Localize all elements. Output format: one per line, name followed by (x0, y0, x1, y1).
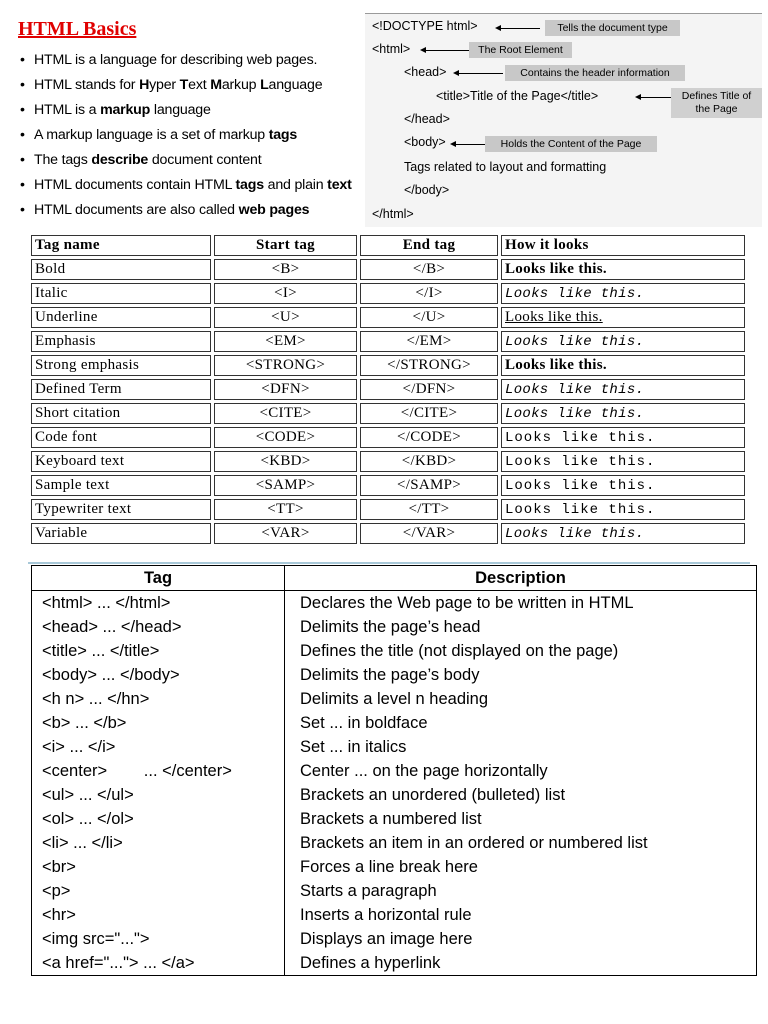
end-cell: </TT> (360, 499, 498, 520)
name-cell: Underline (31, 307, 211, 328)
desc-cell: Displays an image here (285, 927, 757, 951)
page-title: HTML Basics (18, 18, 137, 40)
desc-cell: Set ... in italics (285, 735, 757, 759)
table-row (31, 379, 745, 400)
body-close-line: </body> (404, 183, 450, 197)
arrow (455, 144, 487, 145)
doctype-line: <!DOCTYPE html> (372, 19, 478, 33)
start-cell: <B> (214, 259, 357, 280)
name-cell: Italic (31, 283, 211, 304)
body-content-line: Tags related to layout and formatting (404, 160, 607, 174)
header-cell: Start tag (214, 235, 357, 256)
name-cell: Defined Term (31, 379, 211, 400)
look-cell (501, 259, 745, 280)
look-cell (501, 331, 745, 352)
table-row (32, 759, 757, 783)
table-row (32, 855, 757, 879)
header-cell: How it looks (501, 235, 745, 256)
header-cell: End tag (360, 235, 498, 256)
tag-cell: <img src="..."> (32, 927, 285, 951)
bullet-text: tags (268, 127, 298, 143)
bullet-item (20, 152, 365, 177)
desc-cell: Center ... on the page horizontally (285, 759, 757, 783)
name-cell: Short citation (31, 403, 211, 424)
bullet-list (20, 52, 365, 227)
look-cell (501, 499, 745, 520)
bullet-text: H (139, 77, 150, 93)
table-row (32, 615, 757, 639)
tag-cell: <i> ... </i> (32, 735, 285, 759)
bullet-item (20, 202, 365, 227)
tag-cell: <center> ... </center> (32, 759, 285, 783)
bullet-text: text (327, 177, 352, 193)
table-row (31, 283, 745, 304)
table-row (32, 951, 757, 976)
end-cell: </B> (360, 259, 498, 280)
tag-cell: <html> ... </html> (32, 591, 285, 616)
desc-cell: Declares the Web page to be written in HTML (285, 591, 757, 616)
sample-text: Looks like this. (505, 526, 645, 542)
table-row (32, 591, 757, 616)
table-row (31, 499, 745, 520)
tag-cell: <br> (32, 855, 285, 879)
sample-text: Looks like this. (505, 334, 645, 350)
bullet-text: A markup language is a set of markup (34, 127, 269, 143)
bullet-text: tags (235, 177, 264, 193)
start-cell: <STRONG> (214, 355, 357, 376)
sample-text: Looks like this. (505, 309, 603, 325)
sample-text: Looks like this. (505, 286, 645, 302)
bullet-text: HTML is a language for describing web pages. (34, 52, 318, 68)
end-cell: </EM> (360, 331, 498, 352)
tag-style-table (28, 232, 748, 547)
bullet-text: arkup (221, 77, 261, 93)
desc-cell: Starts a paragraph (285, 879, 757, 903)
look-cell (501, 475, 745, 496)
body-open-line: <body> (404, 135, 446, 149)
start-cell: <EM> (214, 331, 357, 352)
tag-cell: <li> ... </li> (32, 831, 285, 855)
bullet-item (20, 77, 365, 102)
table-row (31, 427, 745, 448)
desc-cell: Inserts a horizontal rule (285, 903, 757, 927)
end-cell: </U> (360, 307, 498, 328)
bullet-item (20, 177, 365, 202)
table-row (32, 735, 757, 759)
header-cell: Tag name (31, 235, 211, 256)
name-cell: Variable (31, 523, 211, 544)
sample-text: Looks like this. (505, 430, 656, 446)
desc-cell: Brackets an unordered (bulleted) list (285, 783, 757, 807)
header-cell: Description (285, 566, 757, 591)
bullet-text: HTML documents are also called (34, 202, 239, 218)
start-cell: <VAR> (214, 523, 357, 544)
bullet-text: anguage (268, 77, 323, 93)
table-row (31, 475, 745, 496)
bullet-text: L (260, 77, 269, 93)
header-cell: Tag (32, 566, 285, 591)
callout-doctype: Tells the document type (545, 20, 680, 36)
end-cell: </CITE> (360, 403, 498, 424)
look-cell (501, 355, 745, 376)
tag-cell: <title> ... </title> (32, 639, 285, 663)
desc-cell: Forces a line break here (285, 855, 757, 879)
sample-text: Looks like this. (505, 406, 645, 422)
name-cell: Keyboard text (31, 451, 211, 472)
divider (28, 562, 750, 564)
sample-text: Looks like this. (505, 454, 656, 470)
desc-cell: Brackets an item in an ordered or numbered list (285, 831, 757, 855)
bullet-text: The tags (34, 152, 92, 168)
callout-root: The Root Element (469, 42, 572, 58)
bullet-text: M (210, 77, 222, 93)
table-row (31, 355, 745, 376)
table-row (32, 831, 757, 855)
table-row (32, 783, 757, 807)
table-row (31, 331, 745, 352)
start-cell: <CITE> (214, 403, 357, 424)
bullet-text: ext (188, 77, 211, 93)
sample-text: Looks like this. (505, 478, 656, 494)
bullet-text: yper (149, 77, 180, 93)
head-close-line: </head> (404, 112, 450, 126)
look-cell (501, 283, 745, 304)
table-row (31, 307, 745, 328)
start-cell: <DFN> (214, 379, 357, 400)
bullet-item (20, 102, 365, 127)
desc-cell: Delimits a level n heading (285, 687, 757, 711)
desc-cell: Set ... in boldface (285, 711, 757, 735)
name-cell: Emphasis (31, 331, 211, 352)
end-cell: </CODE> (360, 427, 498, 448)
start-cell: <U> (214, 307, 357, 328)
tag-cell: <ul> ... </ul> (32, 783, 285, 807)
look-cell (501, 307, 745, 328)
html-close-line: </html> (372, 207, 414, 221)
tag-description-table (31, 565, 757, 976)
html-open-line: <html> (372, 42, 411, 56)
tag-cell: <b> ... </b> (32, 711, 285, 735)
callout-title-line2: the Page (695, 103, 738, 115)
bullet-text: language (150, 102, 211, 118)
desc-cell: Defines a hyperlink (285, 951, 757, 976)
table-row (31, 451, 745, 472)
name-cell: Sample text (31, 475, 211, 496)
tag-cell: <ol> ... </ol> (32, 807, 285, 831)
end-cell: </KBD> (360, 451, 498, 472)
arrow (425, 50, 470, 51)
table-header-row (32, 566, 757, 591)
table-row (31, 523, 745, 544)
bullet-text: describe (91, 152, 149, 168)
bullet-text: T (179, 77, 189, 93)
table-row (32, 711, 757, 735)
look-cell (501, 427, 745, 448)
arrow (458, 73, 503, 74)
bullet-text: document content (148, 152, 262, 168)
table-row (32, 879, 757, 903)
bullet-text: and plain (263, 177, 328, 193)
table-row (32, 927, 757, 951)
bullet-text: markup (100, 102, 151, 118)
end-cell: </STRONG> (360, 355, 498, 376)
bullet-text: HTML is a (34, 102, 101, 118)
bullet-text: web pages (238, 202, 310, 218)
desc-cell: Brackets a numbered list (285, 807, 757, 831)
head-open-line: <head> (404, 65, 447, 79)
bullet-item (20, 52, 365, 77)
sample-text: Looks like this. (505, 261, 607, 277)
table-row (32, 663, 757, 687)
name-cell: Code font (31, 427, 211, 448)
start-cell: <I> (214, 283, 357, 304)
callout-head: Contains the header information (505, 65, 685, 81)
tag-cell: <p> (32, 879, 285, 903)
callout-title (671, 88, 762, 118)
desc-cell: Defines the title (not displayed on the page) (285, 639, 757, 663)
title-line: <title>Title of the Page</title> (436, 89, 599, 103)
sample-text: Looks like this. (505, 382, 645, 398)
start-cell: <CODE> (214, 427, 357, 448)
table-row (31, 403, 745, 424)
desc-cell: Delimits the page’s head (285, 615, 757, 639)
start-cell: <KBD> (214, 451, 357, 472)
bullet-text: HTML documents contain HTML (34, 177, 236, 193)
tag-cell: <head> ... </head> (32, 615, 285, 639)
sample-text: Looks like this. (505, 502, 656, 518)
look-cell (501, 379, 745, 400)
desc-cell: Delimits the page’s body (285, 663, 757, 687)
look-cell (501, 403, 745, 424)
table-row (32, 687, 757, 711)
table-row (32, 903, 757, 927)
end-cell: </DFN> (360, 379, 498, 400)
name-cell: Strong emphasis (31, 355, 211, 376)
start-cell: <TT> (214, 499, 357, 520)
table-row (31, 259, 745, 280)
tag-cell: <hr> (32, 903, 285, 927)
tag-cell: <body> ... </body> (32, 663, 285, 687)
bullet-item (20, 127, 365, 152)
end-cell: </I> (360, 283, 498, 304)
name-cell: Typewriter text (31, 499, 211, 520)
table-row (32, 639, 757, 663)
start-cell: <SAMP> (214, 475, 357, 496)
html-structure-diagram (365, 13, 762, 227)
tag-cell: <a href="..."> ... </a> (32, 951, 285, 976)
bullet-text: HTML stands for (34, 77, 140, 93)
look-cell (501, 451, 745, 472)
end-cell: </SAMP> (360, 475, 498, 496)
table-row (32, 807, 757, 831)
arrow (640, 97, 671, 98)
end-cell: </VAR> (360, 523, 498, 544)
name-cell: Bold (31, 259, 211, 280)
callout-body: Holds the Content of the Page (485, 136, 657, 152)
tag-cell: <h n> ... </hn> (32, 687, 285, 711)
callout-title-line1: Defines Title of (681, 90, 752, 102)
table-header-row (31, 235, 745, 256)
sample-text: Looks like this. (505, 357, 607, 373)
look-cell (501, 523, 745, 544)
arrow (500, 28, 540, 29)
